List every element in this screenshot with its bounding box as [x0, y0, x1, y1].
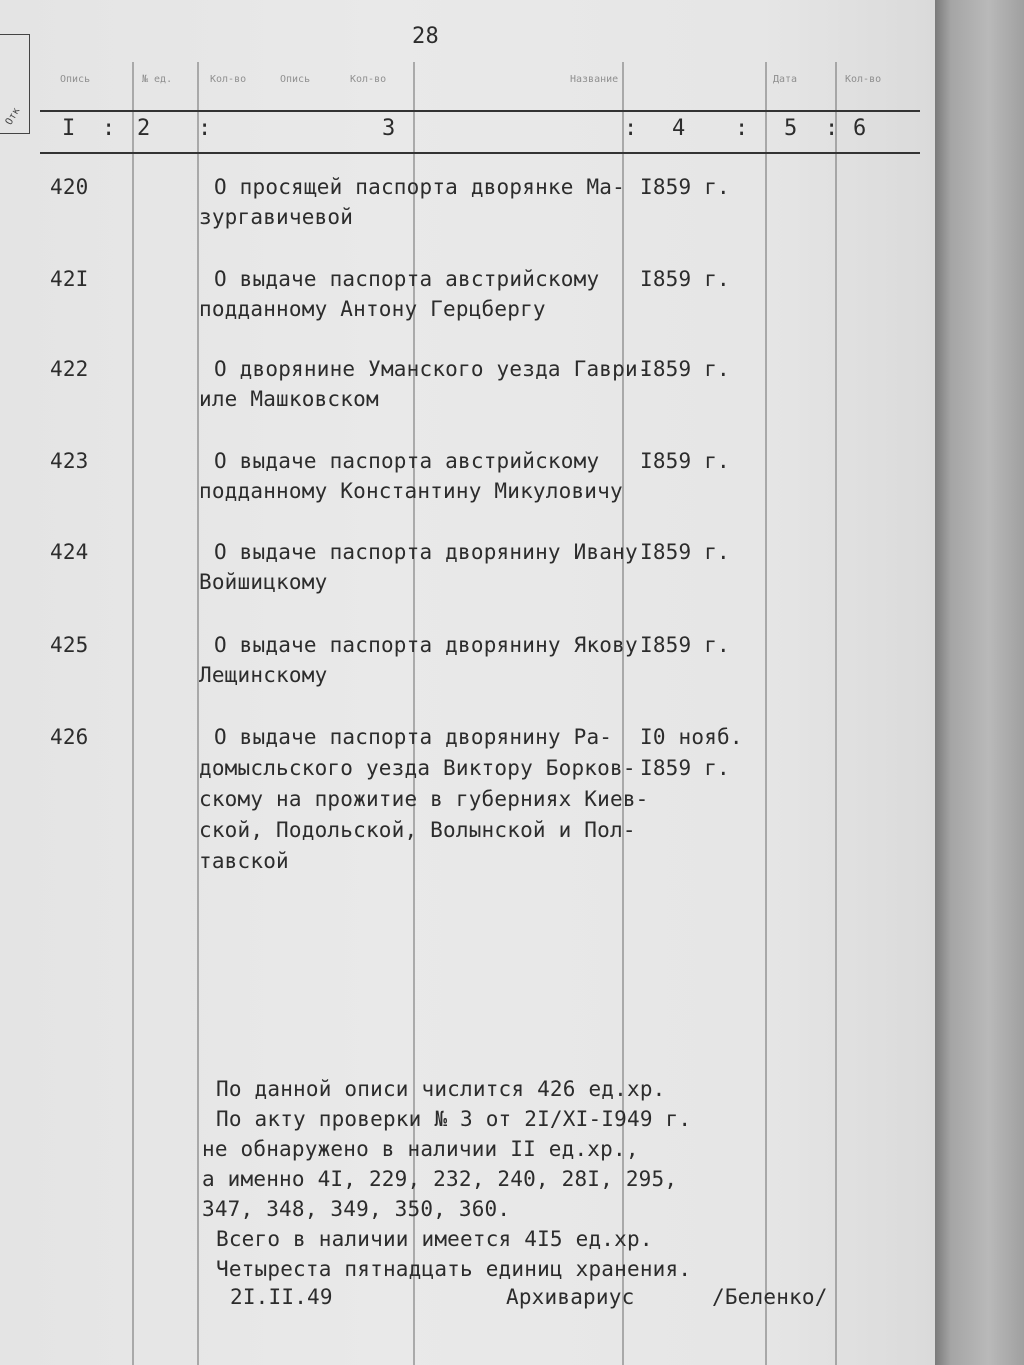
entry-title-line: О выдаче паспорта австрийскому — [214, 267, 600, 291]
summary-line: не обнаружено в наличии II ед.хр., — [202, 1137, 639, 1161]
column-header-1: I — [62, 116, 76, 141]
page-number: 28 — [412, 24, 439, 49]
entry-title-line: иле Машковском — [199, 387, 379, 411]
entry-date: I0 нояб. — [640, 725, 743, 749]
column-rule-6 — [835, 62, 837, 1365]
header-rule-bottom — [40, 152, 920, 154]
column-separator: : — [735, 116, 749, 141]
entry-number: 42I — [50, 267, 89, 291]
summary-line: По акту проверки № 3 от 2I/XI-I949 г. — [216, 1107, 692, 1131]
entry-title-line: О выдаче паспорта австрийскому — [214, 449, 600, 473]
signature-date: 2I.II.49 — [230, 1285, 333, 1309]
entry-date: I859 г. — [640, 449, 730, 473]
column-separator: : — [624, 116, 638, 141]
entry-date: I859 г. — [640, 540, 730, 564]
entry-title-line: ской, Подольской, Волынской и Пол- — [199, 818, 636, 842]
entry-title-line: О выдаче паспорта дворянину Ра- — [214, 725, 613, 749]
entry-title-line: Лещинскому — [199, 663, 328, 687]
faded-header-3: Кол-во — [210, 74, 247, 85]
faded-header-6: Название — [570, 74, 619, 85]
margin-tab-label: Отк — [3, 105, 23, 128]
entry-date: I859 г. — [640, 175, 730, 199]
header-rule-top — [40, 110, 920, 112]
summary-line: Всего в наличии имеется 4I5 ед.хр. — [216, 1227, 653, 1251]
entry-number: 420 — [50, 175, 89, 199]
entry-title-line: тавской — [199, 849, 289, 873]
entry-title-line: О просящей паспорта дворянке Ма- — [214, 175, 625, 199]
faded-header-8: Кол-во — [845, 74, 882, 85]
column-rule-1 — [132, 62, 134, 1365]
margin-tab — [0, 34, 30, 134]
faded-header-5: Кол-во — [350, 74, 387, 85]
entry-title-line: зургавичевой — [199, 205, 354, 229]
summary-line: 347, 348, 349, 350, 360. — [202, 1197, 511, 1221]
entry-title-line: Войшицкому — [199, 570, 328, 594]
faded-header-2: № ед. — [142, 74, 173, 85]
entry-title-line: О дворянине Уманского уезда Гаври- — [214, 357, 651, 381]
entry-date: I859 г. — [640, 357, 730, 381]
entry-number: 423 — [50, 449, 89, 473]
column-header-4: 4 — [672, 116, 686, 141]
column-separator: : — [825, 116, 839, 141]
faded-header-4: Опись — [280, 74, 311, 85]
background-edge — [935, 0, 1024, 1365]
column-header-3: 3 — [382, 116, 396, 141]
entry-title-line: О выдаче паспорта дворянину Ивану — [214, 540, 638, 564]
faded-header-7: Дата — [773, 74, 798, 85]
archivist-signature: /Беленко/ — [712, 1285, 828, 1309]
entry-date: I859 г. — [640, 267, 730, 291]
entry-number: 425 — [50, 633, 89, 657]
column-header-5: 5 — [784, 116, 798, 141]
summary-line: Четыреста пятнадцать единиц хранения. — [216, 1257, 692, 1281]
entry-date: I859 г. — [640, 756, 730, 780]
entry-number: 424 — [50, 540, 89, 564]
summary-line: а именно 4I, 229, 232, 240, 28I, 295, — [202, 1167, 678, 1191]
column-header-6: 6 — [853, 116, 867, 141]
entry-title-line: О выдаче паспорта дворянину Якову — [214, 633, 638, 657]
entry-date: I859 г. — [640, 633, 730, 657]
column-rule-2 — [197, 62, 199, 1365]
entry-number: 426 — [50, 725, 89, 749]
column-rule-5 — [765, 62, 767, 1365]
entry-title-line: подданному Антону Герцбергу — [199, 297, 546, 321]
entry-title-line: подданному Константину Микуловичу — [199, 479, 623, 503]
entry-number: 422 — [50, 357, 89, 381]
entry-title-line: скому на прожитие в губерниях Киев- — [199, 787, 649, 811]
summary-line: По данной описи числится 426 ед.хр. — [216, 1077, 666, 1101]
archivist-title: Архивариус — [506, 1285, 635, 1309]
entry-title-line: домысльского уезда Виктору Борков- — [199, 756, 636, 780]
column-separator: : — [198, 116, 212, 141]
faded-header-1: Опись — [60, 74, 91, 85]
column-header-2: 2 — [137, 116, 151, 141]
column-separator: : — [102, 116, 116, 141]
